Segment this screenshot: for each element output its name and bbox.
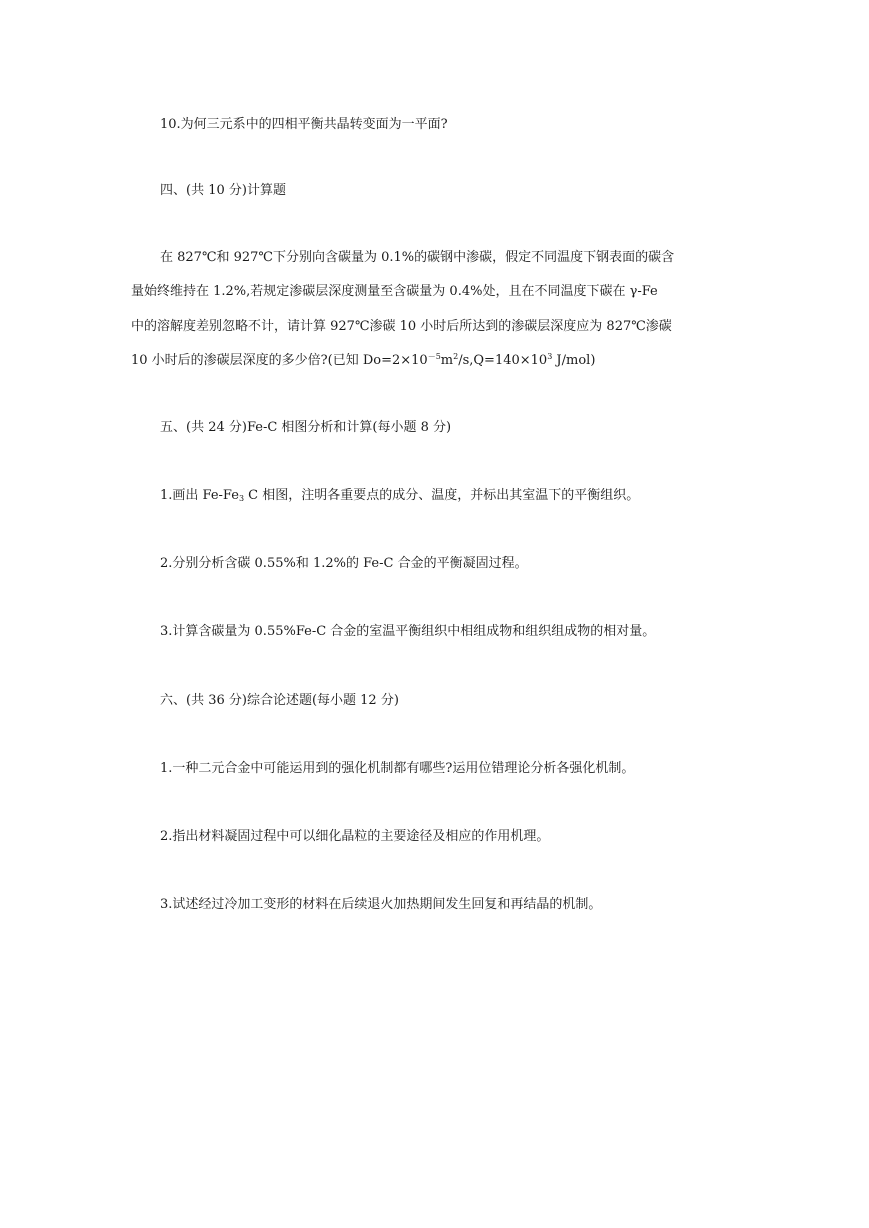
section-6-item-1: 1.一种二元合金中可能运用到的强化机制都有哪些?运用位错理论分析各强化机制。 — [160, 761, 635, 776]
section-4-paragraph-line-4 — [131, 353, 595, 369]
section-6-item-3: 3.试述经过冷加工变形的材料在后续退火加热期间发生回复和再结晶的机制。 — [160, 897, 602, 912]
formula-square: 2 — [453, 352, 459, 361]
section-5-heading: 五、(共 24 分)Fe-C 相图分析和计算(每小题 8 分) — [160, 420, 452, 435]
item-1-suffix: C 相图，注明各重要点的成分、温度，并标出其室温下的平衡组织。 — [244, 488, 640, 503]
formula-mid: /s,Q=140×10 — [458, 353, 548, 368]
section-6-item-2: 2.指出材料凝固过程中可以细化晶粒的主要途径及相应的作用机理。 — [160, 829, 550, 844]
item-1-subscript: 3 — [238, 494, 245, 503]
section-5-item-2: 2.分别分析含碳 0.55%和 1.2%的 Fe-C 合金的平衡凝固过程。 — [160, 556, 528, 571]
formula-cube: 3 — [547, 352, 553, 361]
section-4-heading: 四、(共 10 分)计算题 — [160, 183, 286, 198]
formula-exponent: －5 — [427, 352, 441, 361]
formula-unit-m: m — [440, 353, 454, 368]
item-1-prefix: 1.画出 Fe-Fe — [160, 488, 239, 503]
section-4-paragraph-line-3: 中的溶解度差别忽略不计，请计算 927℃渗碳 10 小时后所达到的渗碳层深度应为 827℃渗碳 — [131, 319, 672, 334]
section-6-heading: 六、(共 36 分)综合论述题(每小题 12 分) — [160, 693, 399, 708]
section-5-item-3: 3.计算含碳量为 0.55%Fe-C 合金的室温平衡组织中相组成物和组织组成物的相对量。 — [160, 624, 656, 639]
question-10: 10.为何三元系中的四相平衡共晶转变面为一平面? — [160, 117, 448, 132]
section-4-paragraph-line-2: 量始终维持在 1.2%,若规定渗碳层深度测量至含碳量为 0.4%处，且在不同温度下碳在 γ-Fe — [131, 284, 658, 299]
formula-suffix: J/mol) — [552, 353, 596, 368]
section-4-paragraph-line-1: 在 827℃和 927℃下分别向含碳量为 0.1%的碳钢中渗碳，假定不同温度下钢表面的碳含 — [160, 250, 675, 265]
formula-prefix: 10 小时后的渗碳层深度的多少倍?(已知 Do=2×10 — [131, 353, 428, 368]
section-5-item-1 — [160, 488, 639, 504]
